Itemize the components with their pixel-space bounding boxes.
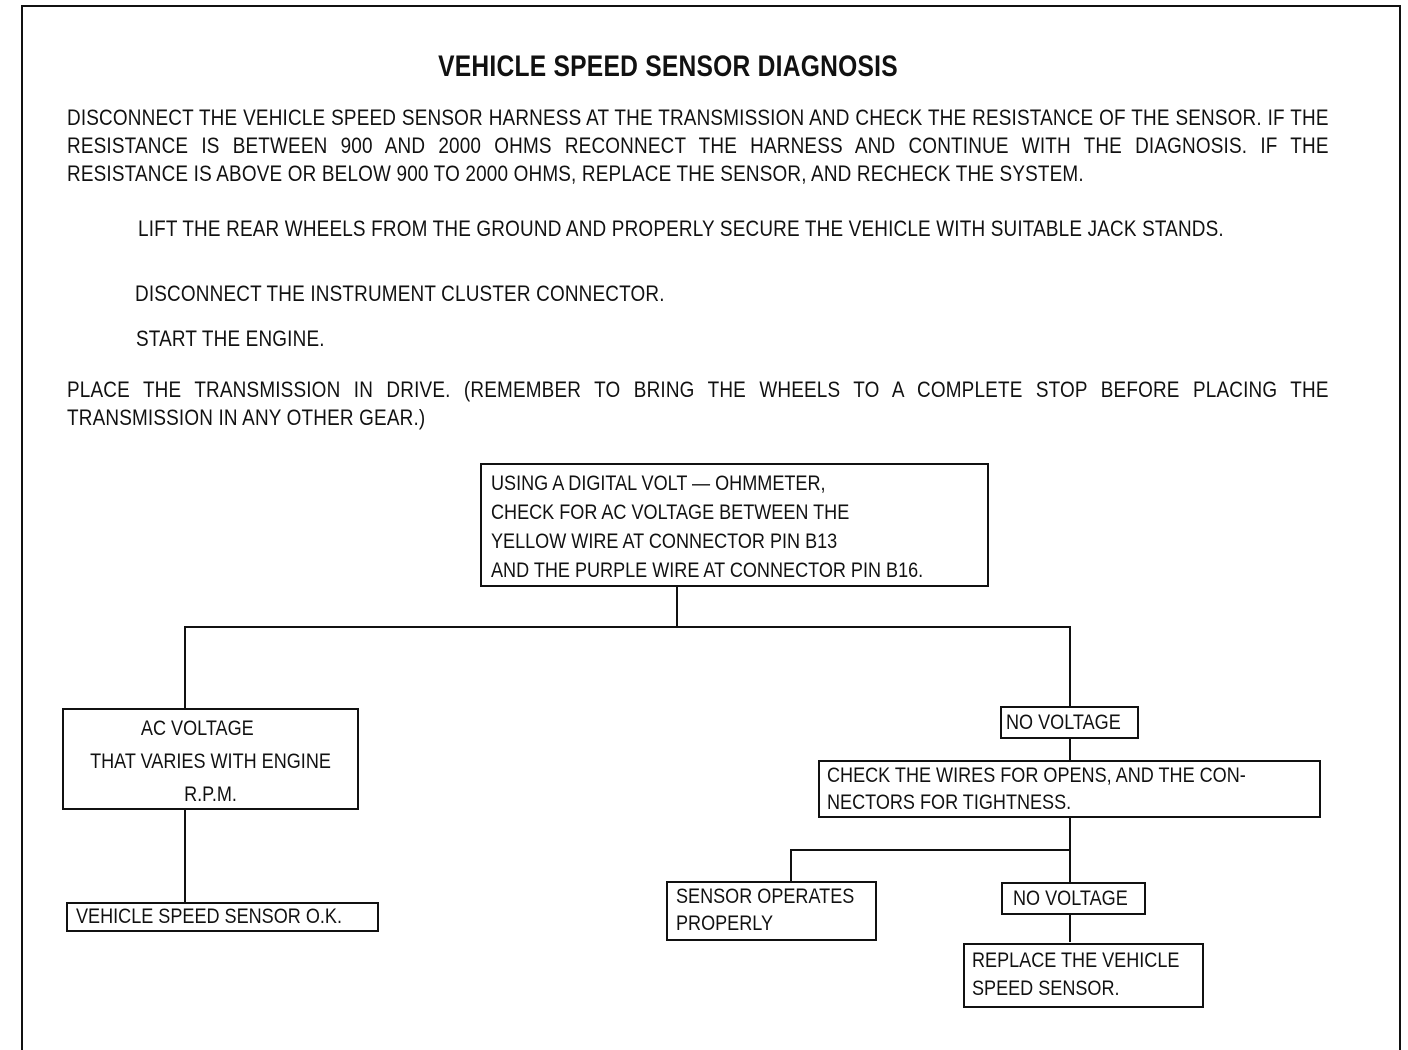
top-line-3: YELLOW WIRE AT CONNECTOR PIN B13 [491,530,838,553]
no-voltage-box-2 [1001,882,1146,915]
connector-top-down [676,585,678,627]
check-wires-box [818,760,1321,818]
check-line-1: CHECK THE WIRES FOR OPENS, AND THE CON- [827,764,1246,787]
intro-paragraph [67,104,1329,188]
connector-novolt-to-check [1069,737,1071,762]
no-voltage-box-1 [1000,706,1139,739]
page-title: VEHICLE SPEED SENSOR DIAGNOSIS [438,50,898,83]
operates-line-2: PROPERLY [676,912,774,935]
sensor-ok-box [66,902,379,932]
sensor-ok-text: VEHICLE SPEED SENSOR O.K. [76,905,342,928]
replace-line-2: SPEED SENSOR. [972,977,1120,1000]
connector-right-down [1069,626,1071,708]
replace-sensor-box [963,943,1204,1008]
step-disconnect-cluster: DISCONNECT THE INSTRUMENT CLUSTER CONNECTOR. [135,281,665,306]
top-instruction-box [480,463,989,587]
ac-voltage-box [62,708,359,810]
intro-text: DISCONNECT THE VEHICLE SPEED SENSOR HARNESS AT THE TRANSMISSION AND CHECK THE RESISTANCE OF THE SENSOR. IF THE RESISTANCE IS BETWEEN 900 AND 2000 OHMS RECONNECT THE HARNESS AND CONTINUE WITH THE DIAGNOSIS. IF THE RESISTANCE IS ABOVE OR BELOW 900 TO 2000 OHMS, REPLACE THE SENSOR, AND RECHECK THE SYSTEM. [67,105,1329,186]
operates-properly-box [666,881,877,941]
step-lift-wheels: LIFT THE REAR WHEELS FROM THE GROUND AND PROPERLY SECURE THE VEHICLE WITH SUITABLE JACK STANDS. [138,216,1224,241]
connector-novolt2-to-replace [1069,912,1071,942]
connector-ac-to-ok [184,808,186,904]
no-voltage-2-text: NO VOLTAGE [1013,887,1128,910]
check-line-2: NECTORS FOR TIGHTNESS. [827,791,1072,814]
ac-line-3: R.P.M. [184,783,237,806]
place-drive-paragraph [67,376,1329,432]
top-line-2: CHECK FOR AC VOLTAGE BETWEEN THE [491,501,850,524]
connector-main-horizontal [184,626,1070,628]
operates-line-1: SENSOR OPERATES [676,885,855,908]
place-drive-text: PLACE THE TRANSMISSION IN DRIVE. (REMEMBER TO BRING THE WHEELS TO A COMPLETE STOP BEFORE PLACING THE TRANSMISSION IN ANY OTHER GEAR.) [67,377,1329,430]
top-line-4: AND THE PURPLE WIRE AT CONNECTOR PIN B16. [491,559,924,582]
ac-line-2: THAT VARIES WITH ENGINE [90,750,331,773]
connector-left-down [184,626,186,710]
no-voltage-1-text: NO VOLTAGE [1006,711,1121,734]
top-line-1: USING A DIGITAL VOLT — OHMMETER, [491,472,826,495]
ac-line-1: AC VOLTAGE [140,717,254,740]
step-start-engine: START THE ENGINE. [136,326,325,351]
connector-branch-left-down [790,849,792,882]
replace-line-1: REPLACE THE VEHICLE [972,949,1180,972]
connector-branch-horizontal [790,849,1071,851]
